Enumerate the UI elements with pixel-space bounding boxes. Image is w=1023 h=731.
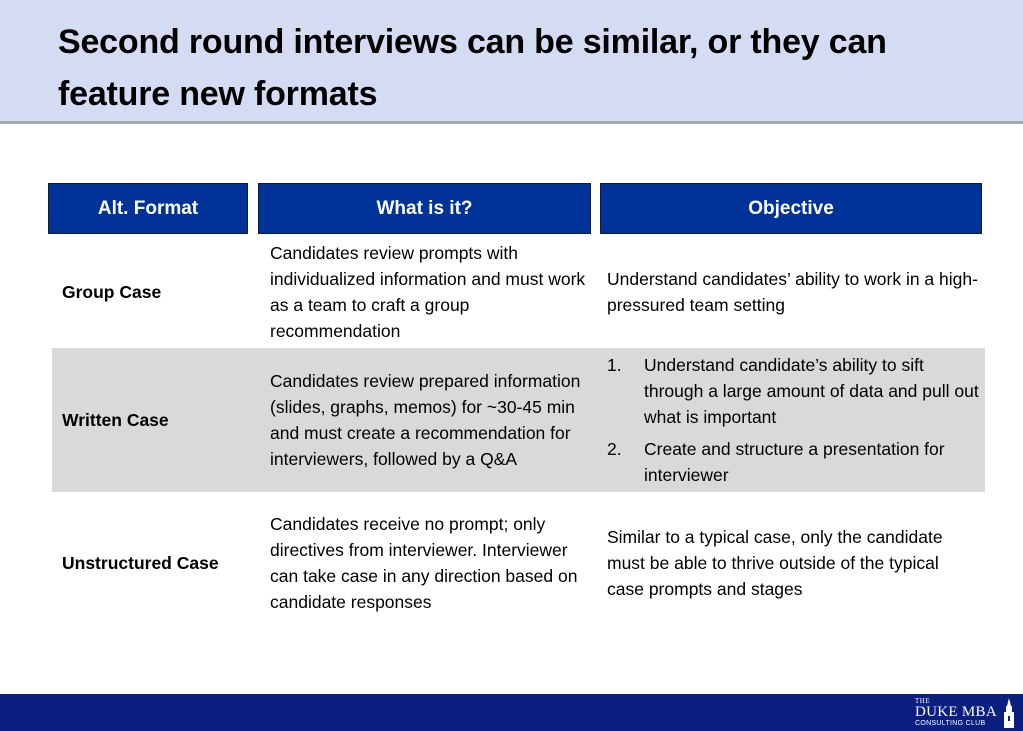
row-description: Candidates receive no prompt; only directives from interviewer. Interviewer can take case in any direction based on candidate responses <box>270 514 578 612</box>
objective-list-item <box>607 436 979 488</box>
row-format-label: Written Case <box>62 410 169 430</box>
list-number: 1. <box>607 355 622 375</box>
objective-list-item <box>607 352 979 430</box>
logo-wordmark <box>915 698 997 727</box>
row-description: Candidates review prepared information (slides, graphs, memos) for ~30-45 min and must create a recommendation for interviewers, followed by a Q&A <box>270 371 581 469</box>
title-band <box>0 0 1023 124</box>
row-description: Candidates review prompts with individualized information and must work as a team to craft a group recommendation <box>270 243 586 341</box>
row-objective <box>607 350 979 490</box>
logo-sub: CONSULTING CLUB <box>915 720 986 727</box>
logo-the: THE <box>915 697 931 705</box>
header-what-is-it: What is it? <box>258 183 591 234</box>
footer-bar <box>0 694 1023 731</box>
duke-mba-consulting-club-logo <box>915 694 1017 731</box>
row-objective: Understand candidates’ ability to work in a high-pressured team setting <box>607 269 978 315</box>
header-objective: Objective <box>600 183 982 234</box>
list-number: 2. <box>607 439 622 459</box>
objective-list <box>607 352 979 488</box>
chapel-tower-icon <box>1001 698 1017 728</box>
header-alt-format: Alt. Format <box>48 183 248 234</box>
row-format-label: Group Case <box>62 282 162 302</box>
logo-main: DUKE MBA <box>915 704 997 720</box>
list-text: Understand candidate’s ability to sift through a large amount of data and pull out what is important <box>644 355 979 427</box>
list-text: Create and structure a presentation for interviewer <box>644 439 945 485</box>
row-objective: Similar to a typical case, only the candidate must be able to thrive outside of the typical case prompts and stages <box>607 527 943 599</box>
slide-title: Second round interviews can be similar, or they can feature new formats <box>58 23 887 113</box>
row-format-label: Unstructured Case <box>62 553 219 573</box>
